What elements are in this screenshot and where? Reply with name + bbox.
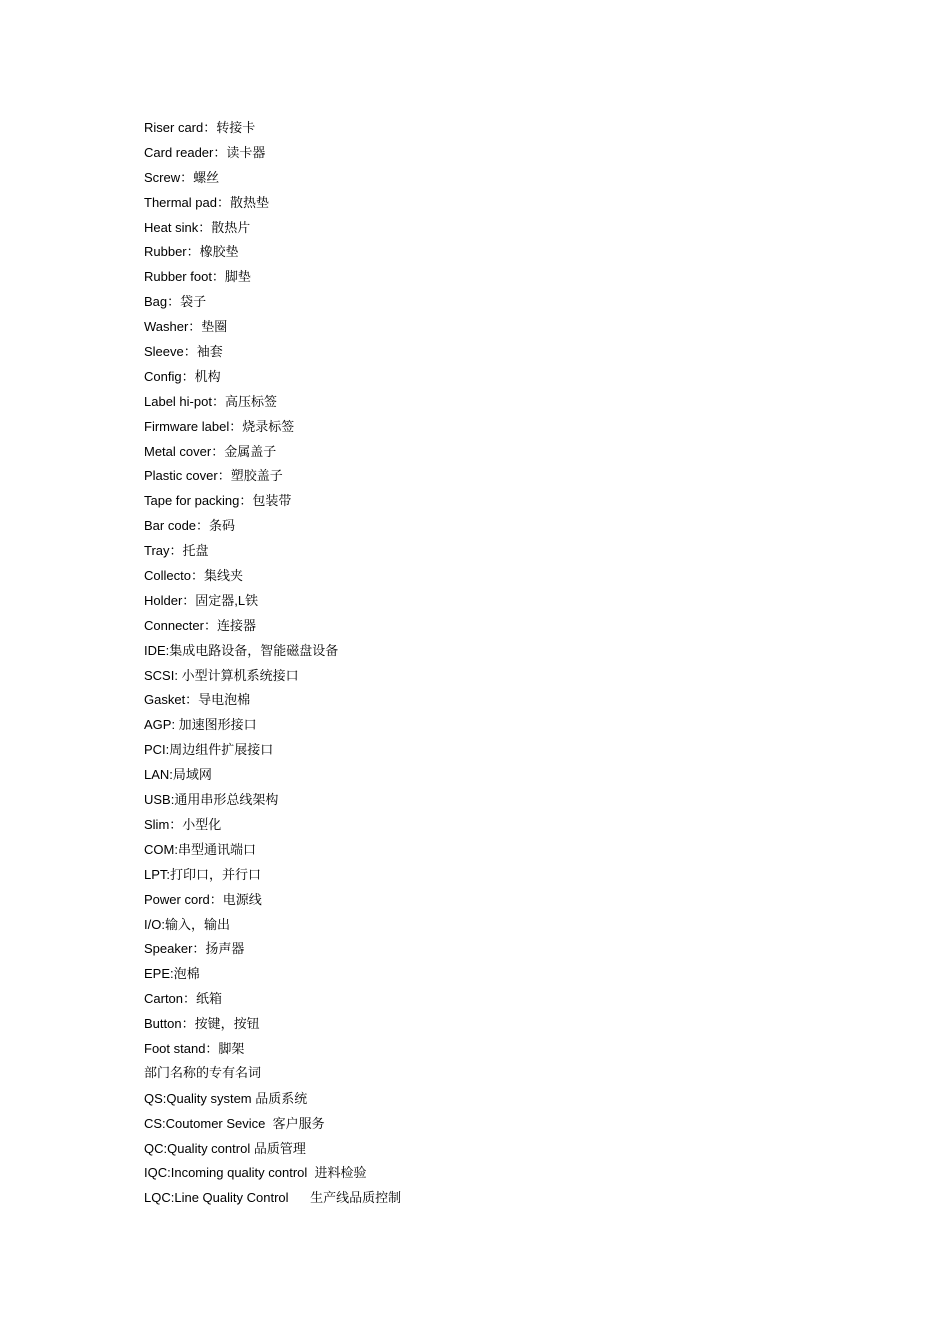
glossary-entry: Tray：托盘 — [144, 543, 209, 559]
glossary-entry: Holder：固定器,L铁 — [144, 592, 259, 608]
glossary-entry: Foot stand：脚架 — [144, 1040, 245, 1056]
glossary-entry: Card reader：读卡器 — [144, 144, 266, 160]
department-entry: QS:Quality system 品质系统 — [144, 1090, 308, 1106]
glossary-entry: Screw：螺丝 — [144, 169, 220, 185]
glossary-entry: Speaker：扬声器 — [144, 941, 245, 957]
glossary-entry: Metal cover：金属盖子 — [144, 443, 277, 459]
glossary-entry: Firmware label：烧录标签 — [144, 418, 295, 434]
glossary-entry: Gasket：导电泡棉 — [144, 692, 251, 708]
glossary-entry: Rubber foot：脚垫 — [144, 269, 251, 285]
glossary-entry: COM:串型通讯端口 — [144, 841, 256, 857]
department-entry: LQC:Line Quality Control 生产线品质控制 — [144, 1190, 402, 1206]
glossary-entry: I/O:输入，输出 — [144, 916, 230, 932]
glossary-entry: Slim：小型化 — [144, 816, 222, 832]
glossary-entry: Power cord：电源线 — [144, 891, 262, 907]
glossary-entry: Washer：垫圈 — [144, 319, 228, 335]
glossary-entry: Bag：袋子 — [144, 294, 207, 310]
glossary-entry: USB:通用串形总线架构 — [144, 792, 279, 808]
glossary-entry: Heat sink：散热片 — [144, 219, 251, 235]
glossary-entry: IDE:集成电路设备，智能磁盘设备 — [144, 642, 339, 658]
glossary-entry: Plastic cover：塑胶盖子 — [144, 468, 283, 484]
glossary-entry: Riser card：转接卡 — [144, 120, 256, 135]
glossary-entry: Rubber：橡胶垫 — [144, 244, 239, 260]
glossary-entry: Label hi-pot：高压标签 — [144, 393, 277, 409]
glossary-entry: Button：按键，按钮 — [144, 1016, 260, 1032]
department-entry: CS:Coutomer Sevice 客户服务 — [144, 1115, 325, 1131]
department-entry: QC:Quality control 品质管理 — [144, 1140, 306, 1156]
glossary-entry: Bar code：条码 — [144, 518, 236, 534]
glossary-entry: AGP: 加速图形接口 — [144, 717, 257, 733]
glossary-entry: LAN:局域网 — [144, 767, 212, 783]
glossary-list — [144, 116, 401, 1211]
glossary-entry: Carton：纸箱 — [144, 991, 223, 1007]
glossary-entry: Sleeve：袖套 — [144, 344, 223, 360]
glossary-entry: EPE:泡棉 — [144, 966, 200, 982]
glossary-entry: SCSI: 小型计算机系统接口 — [144, 667, 299, 683]
glossary-entry: Collecto：集线夹 — [144, 568, 243, 584]
glossary-entry: Tape for packing：包装带 — [144, 493, 292, 509]
section-heading: 部门名称的专有名词 — [144, 1065, 262, 1081]
glossary-entry: Thermal pad：散热垫 — [144, 194, 269, 210]
glossary-entry: PCI:周边组件扩展接口 — [144, 742, 274, 758]
glossary-entry: LPT:打印口，并行口 — [144, 866, 262, 882]
glossary-entry: Connecter：连接器 — [144, 617, 256, 633]
department-entry: IQC:Incoming quality control 进料检验 — [144, 1165, 367, 1181]
glossary-entry: Config：机构 — [144, 368, 221, 384]
